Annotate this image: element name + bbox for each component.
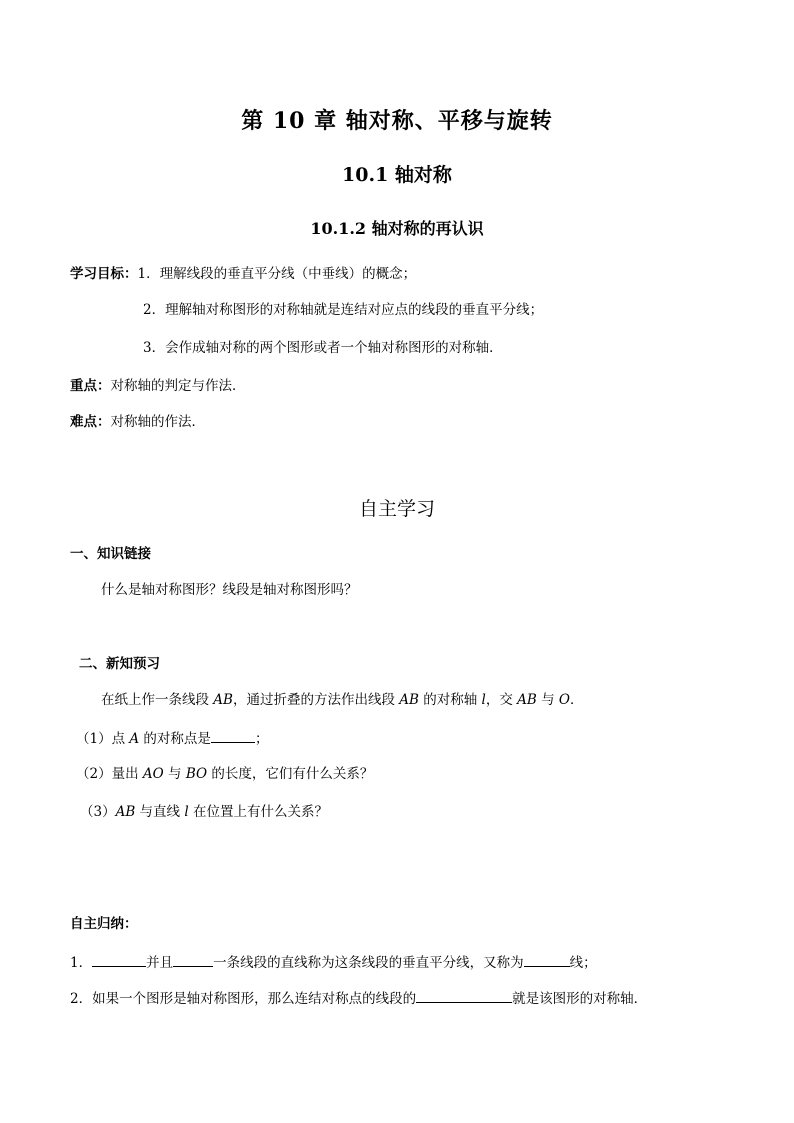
answer-blank[interactable] (92, 952, 146, 967)
objective-2: 2．理解轴对称图形的对称轴就是连结对应点的线段的垂直平分线； (143, 302, 544, 318)
key-point-text: 对称轴的判定与作法． (110, 378, 246, 394)
section-title: 10.1 轴对称 (342, 164, 452, 186)
difficulty-text: 对称轴的作法． (110, 414, 205, 430)
key-point (70, 376, 246, 396)
difficulty (70, 412, 205, 432)
self-study-heading: 自主学习 (358, 498, 435, 520)
objectives-label: 学习目标： (70, 266, 138, 282)
part1-question: 什么是轴对称图形？线段是轴对称图形吗？ (101, 582, 358, 598)
key-point-label: 重点： (70, 378, 111, 394)
objective-text: 1．理解线段的垂直平分线（中垂线）的概念； (137, 266, 417, 282)
chapter-title: 第 10 章 轴对称、平移与旋转 (241, 108, 553, 134)
part2-intro: 在纸上作一条线段 AB，通过折叠的方法作出线段 AB 的对称轴 l，交 AB 与 O． (101, 692, 584, 708)
summary-heading: 自主归纳： (70, 916, 138, 932)
objective-1 (70, 264, 416, 284)
question-2: （2）量出 AO 与 BO 的长度，它们有什么关系？ (76, 766, 374, 782)
part2-heading: 二、新知预习 (79, 656, 160, 672)
question-1: （1）点 A 的对称点是 ； (76, 728, 268, 749)
answer-blank[interactable] (173, 952, 213, 967)
part1-heading: 一、知识链接 (70, 546, 151, 562)
summary-line-2: 2．如果一个图形是轴对称图形，那么连结对称点的线段的 就是该图形的对称轴． (70, 988, 647, 1009)
summary-line-1: 1． 并且 一条线段的直线称为这条线段的垂直平分线，又称为 线； (70, 952, 597, 973)
difficulty-label: 难点： (70, 414, 111, 430)
answer-blank[interactable] (211, 728, 255, 743)
question-3: （3）AB 与直线 l 在位置上有什么关系？ (80, 804, 328, 820)
answer-blank[interactable] (416, 988, 512, 1003)
objective-3: 3．会作成轴对称的两个图形或者一个轴对称图形的对称轴． (143, 340, 503, 356)
answer-blank[interactable] (524, 952, 570, 967)
subsection-title: 10.1.2 轴对称的再认识 (310, 219, 484, 238)
